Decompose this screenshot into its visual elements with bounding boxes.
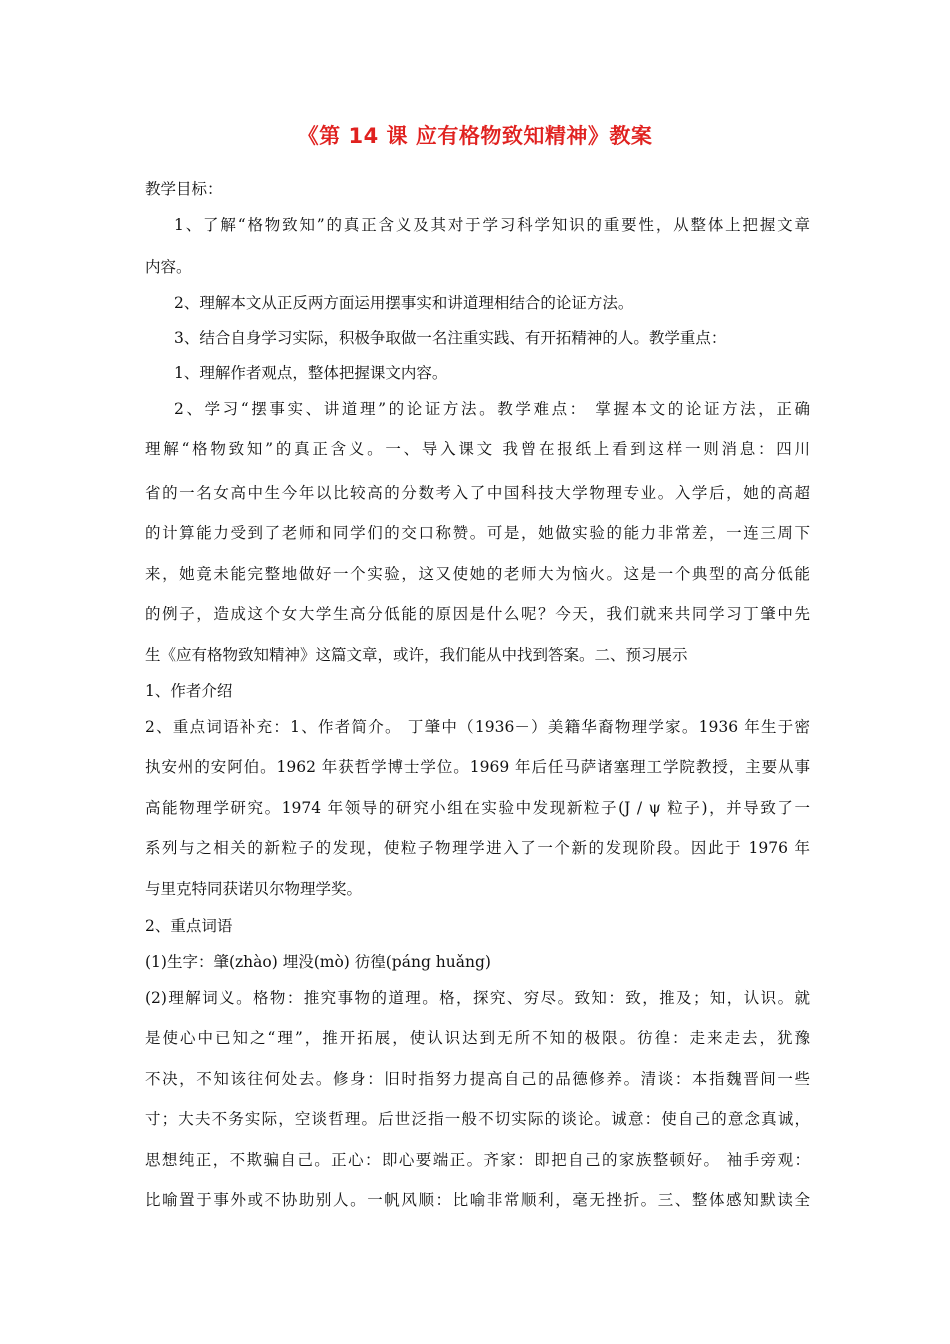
document-title: 《第 14 课 应有格物致知精神》教案 — [297, 124, 653, 148]
text-line: 系列与之相关的新粒子的发现，使粒子物理学进入了一个新的发现阶段。因此于 1976 年 — [145, 839, 810, 857]
text-line: 1、作者介绍 — [145, 682, 233, 700]
text-line: 2、理解本文从正反两方面运用摆事实和讲道理相结合的论证方法。 — [174, 294, 634, 312]
text-line: 2、重点词语补充：1、作者简介。 丁肇中（1936－）美籍华裔物理学家。1936 年生于密 — [145, 718, 810, 736]
text-line: 生《应有格物致知精神》这篇文章，或许，我们能从中找到答案。二、预习展示 — [145, 646, 688, 664]
text-line: 的例子，造成这个女大学生高分低能的原因是什么呢？今天，我们就来共同学习丁肇中先 — [145, 605, 810, 623]
text-line: 来，她竟未能完整地做好一个实验，这又使她的老师大为恼火。这是一个典型的高分低能 — [145, 565, 810, 583]
text-line: (2)理解词义。格物：推究事物的道理。格，探究、穷尽。致知：致，推及；知，认识。就 — [145, 989, 810, 1007]
text-line: 执安州的安阿伯。1962 年获哲学博士学位。1969 年后任马萨诸塞理工学院教授，主要从事 — [145, 758, 810, 776]
text-line: 寸；大夫不务实际，空谈哲理。后世泛指一般不切实际的谈论。诚意：使自己的意念真诚， — [145, 1110, 810, 1128]
text-line: 2、重点词语 — [145, 917, 233, 935]
text-line: 不决，不知该往何处去。修身：旧时指努力提高自己的品德修养。清谈：本指魏晋间一些 — [145, 1070, 810, 1088]
text-line: 比喻置于事外或不协助别人。一帆风顺：比喻非常顺利，毫无挫折。三、整体感知默读全 — [145, 1191, 810, 1209]
text-line: 2、学习“摆事实、讲道理”的论证方法。教学难点： 掌握本文的论证方法，正确 — [174, 400, 810, 418]
text-line: 理解“格物致知”的真正含义。一、导入课文 我曾在报纸上看到这样一则消息：四川 — [145, 440, 810, 458]
text-line: (1)生字：肇(zhào) 埋没(mò) 彷徨(páng huǎng) — [145, 953, 491, 971]
text-line: 3、结合自身学习实际，积极争取做一名注重实践、有开拓精神的人。教学重点： — [174, 329, 727, 347]
text-line: 内容。 — [145, 258, 192, 276]
text-line: 教学目标： — [145, 180, 223, 198]
text-line: 1、理解作者观点，整体把握课文内容。 — [174, 364, 448, 382]
text-line: 1、了解“格物致知”的真正含义及其对于学习科学知识的重要性，从整体上把握文章 — [174, 216, 810, 234]
text-line: 高能物理学研究。1974 年领导的研究小组在实验中发现新粒子(J / ψ 粒子)，并导致了一 — [145, 799, 810, 817]
text-line: 省的一名女高中生今年以比较高的分数考入了中国科技大学物理专业。入学后，她的高超 — [145, 484, 810, 502]
text-line: 与里克特同获诺贝尔物理学奖。 — [145, 880, 363, 898]
text-line: 是使心中已知之“理”，推开拓展，使认识达到无所不知的极限。彷徨：走来走去，犹豫 — [145, 1029, 810, 1047]
text-line: 思想纯正，不欺骗自己。正心：即心要端正。齐家：即把自己的家族整顿好。 袖手旁观： — [145, 1151, 810, 1169]
text-line: 的计算能力受到了老师和同学们的交口称赞。可是，她做实验的能力非常差，一连三周下 — [145, 524, 810, 542]
